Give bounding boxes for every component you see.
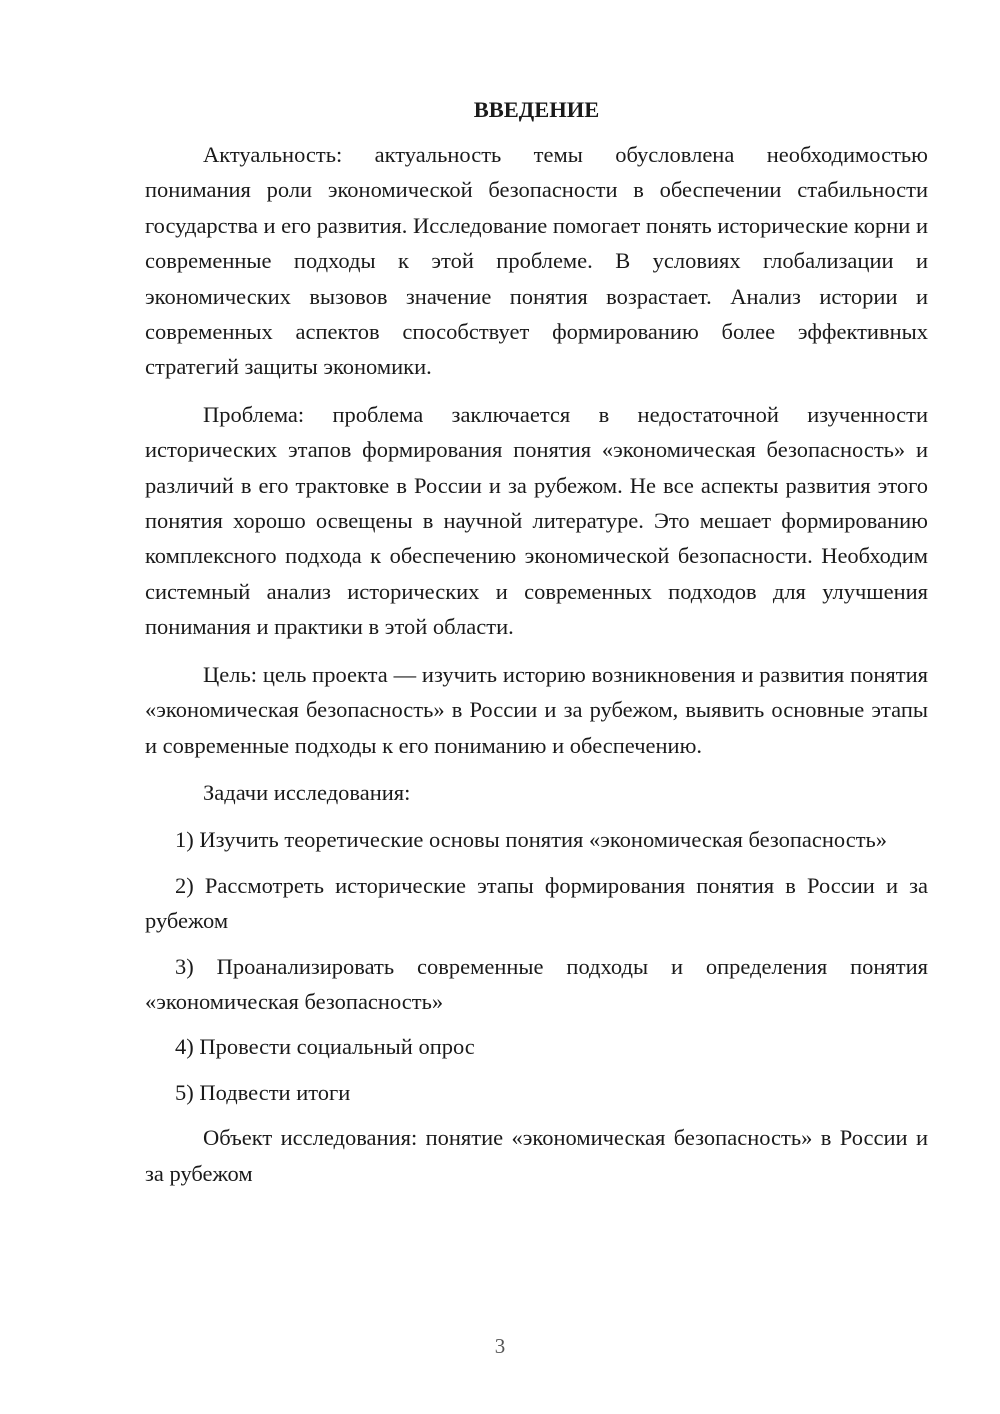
goal-paragraph: Цель: цель проекта — изучить историю возникновения и развития понятия «экономическая безопасность» в России и за рубежом, выявить основные этапы и современные подходы к его пониманию и обеспечению. [145,661,928,758]
task-item: 1) Изучить теоретические основы понятия «экономическая безопасность» [175,827,888,853]
task-item: 3) Проанализировать современные подходы и определения понятия «экономическая безопасность» [145,953,928,1014]
task-item: 2) Рассмотреть исторические этапы формирования понятия в России и за рубежом [145,872,928,934]
object-paragraph: Объект исследования: понятие «экономическая безопасность» в России и за рубежом [145,1125,928,1186]
page-number: 3 [494,1334,506,1358]
page-content [145,95,928,1203]
problem-paragraph: Проблема: проблема заключается в недостаточной изученности исторических этапов формирования понятия «экономическая безопасность» и различий в его трактовке в России и за рубежом. Не все аспекты развития этого понятия хорошо освещены в научной литературе. Это мешает формированию комплексного подхода к обеспечению экономической безопасности. Необходим системный анализ исторических и современных подходов для улучшения понимания и практики в этой области. [145,401,928,640]
relevance-paragraph: Актуальность: актуальность темы обусловлена необходимостью понимания роли экономической безопасности в обеспечении стабильности государства и его развития. Исследование помогает понять исторические корни и современные подходы к этой проблеме. В условиях глобализации и экономических вызовов значение понятия возрастает. Анализ истории и современных аспектов способствует формированию более эффективных стратегий защиты экономики. [145,142,928,380]
task-item: 4) Провести социальный опрос [175,1034,475,1060]
task-item: 5) Подвести итоги [175,1079,351,1105]
section-title: ВВЕДЕНИЕ [473,97,600,122]
tasks-heading: Задачи исследования: [203,779,411,805]
